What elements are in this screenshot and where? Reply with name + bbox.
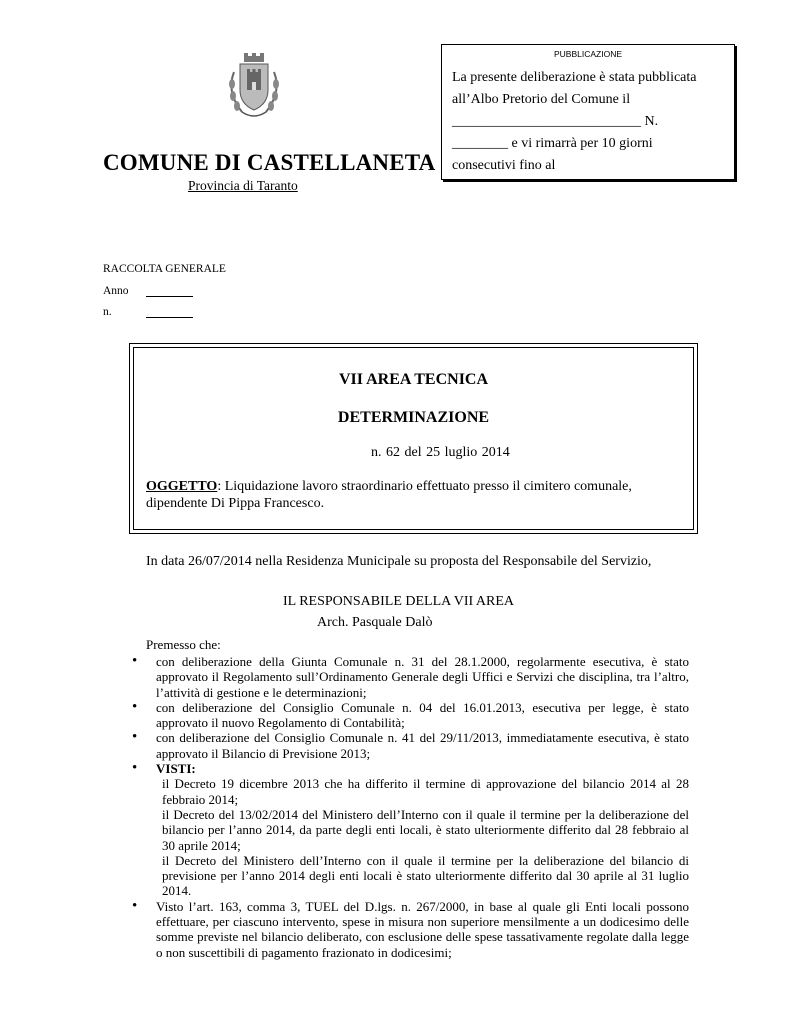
publication-box xyxy=(441,44,735,180)
bullet-icon: • xyxy=(132,729,138,746)
publication-line: consecutivi fino al xyxy=(452,158,556,173)
coat-of-arms-icon xyxy=(220,52,288,124)
bullet-icon: • xyxy=(132,760,138,777)
premesse-list xyxy=(132,654,689,960)
publication-line: La presente deliberazione è stata pubblicata xyxy=(452,70,697,85)
number-blank-line xyxy=(146,317,193,318)
responsabile-heading: IL RESPONSABILE DELLA VII AREA xyxy=(283,594,514,609)
bullet-icon: • xyxy=(132,653,138,669)
visti-item: il Decreto 19 dicembre 2013 che ha differito il termine di approvazione del bilancio 2014 al 28 febbraio 2014; xyxy=(162,776,689,807)
responsabile-name: Arch. Pasquale Dalò xyxy=(317,615,433,630)
list-item-text: Visto l’art. 163, comma 3, TUEL del D.lgs. n. 267/2000, in base al quale gli Enti locali possono effettuare, per ciascuno intervento, spese in misura non superiore mensilmente a un dodicesimo delle somme previste nel bilancio deliberato, con esclusione delle spese tassativamente regolate dalla legge o non suscettibili di pagamento frazionato in dodicesimi; xyxy=(156,898,689,960)
number-label: n. xyxy=(103,306,112,318)
visti-item: il Decreto del Ministero dell’Interno con il quale il termine per la deliberazione del bilancio di previsione per l’anno 2014 degli enti locali è stato ulteriormente differito dal 30 aprile al 31 luglio 2014. xyxy=(162,852,689,899)
area-title: VII AREA TECNICA xyxy=(338,371,489,388)
determinazione-inner-frame xyxy=(133,347,694,530)
oggetto-label: OGGETTO xyxy=(146,479,218,494)
publication-line: all’Albo Pretorio del Comune il xyxy=(452,92,631,107)
provincia-subtitle: Provincia di Taranto xyxy=(188,178,298,193)
determinazione-box xyxy=(129,343,698,534)
list-item xyxy=(132,730,689,761)
list-item-text: con deliberazione del Consiglio Comunale n. 41 del 29/11/2013, immediatamente esecutiva, è stato approvato il Bilancio di Previsione 2013; xyxy=(156,730,689,761)
list-item xyxy=(132,899,689,960)
premesso-label: Premesso che: xyxy=(146,637,221,652)
list-item xyxy=(132,700,689,731)
list-item-text: con deliberazione della Giunta Comunale n. 31 del 28.1.2000, regolarmente esecutiva, è stato approvato il Regolamento sull’Ordinamento Generale degli Uffici e Servizi che disciplina, tra l’altro, l’attività di gestione e le determinazioni; xyxy=(156,654,689,700)
raccolta-generale-label: RACCOLTA GENERALE xyxy=(103,263,226,275)
anno-label: Anno xyxy=(103,285,129,297)
list-item-visti xyxy=(132,761,689,899)
publication-line: ________ e vi rimarrà per 10 giorni xyxy=(452,136,653,151)
bullet-icon: • xyxy=(132,897,138,914)
bullet-icon: • xyxy=(132,698,138,715)
determinazione-title: DETERMINAZIONE xyxy=(337,409,490,426)
comune-title: COMUNE DI CASTELLANETA xyxy=(103,150,436,175)
visti-label: VISTI: xyxy=(156,761,196,777)
anno-blank-line xyxy=(146,296,193,297)
oggetto-text: : Liquidazione lavoro straordinario effettuato presso il cimitero comunale, dipendente Di Pippa Francesco. xyxy=(146,479,632,511)
intro-paragraph: In data 26/07/2014 nella Residenza Municipale su proposta del Responsabile del Servizio, xyxy=(146,554,652,569)
visti-text xyxy=(156,776,689,898)
visti-item: il Decreto del 13/02/2014 del Ministero dell’Interno con il quale il termine per la deliberazione del bilancio per l’anno 2014, da parte degli enti locali, è stato ulteriormente differito dal 28 febbraio al 30 aprile 2014; xyxy=(162,806,689,853)
oggetto xyxy=(146,478,675,512)
list-item xyxy=(132,654,689,700)
list-item-text: con deliberazione del Consiglio Comunale n. 04 del 16.01.2013, esecutiva per legge, è stato approvato il nuovo Regolamento di Contabilità; xyxy=(156,699,689,731)
publication-text xyxy=(452,67,726,177)
determinazione-number: n. 62 del 25 luglio 2014 xyxy=(371,445,510,460)
publication-line: ___________________________ N. xyxy=(452,114,659,129)
publication-label: PUBBLICAZIONE xyxy=(553,49,623,59)
